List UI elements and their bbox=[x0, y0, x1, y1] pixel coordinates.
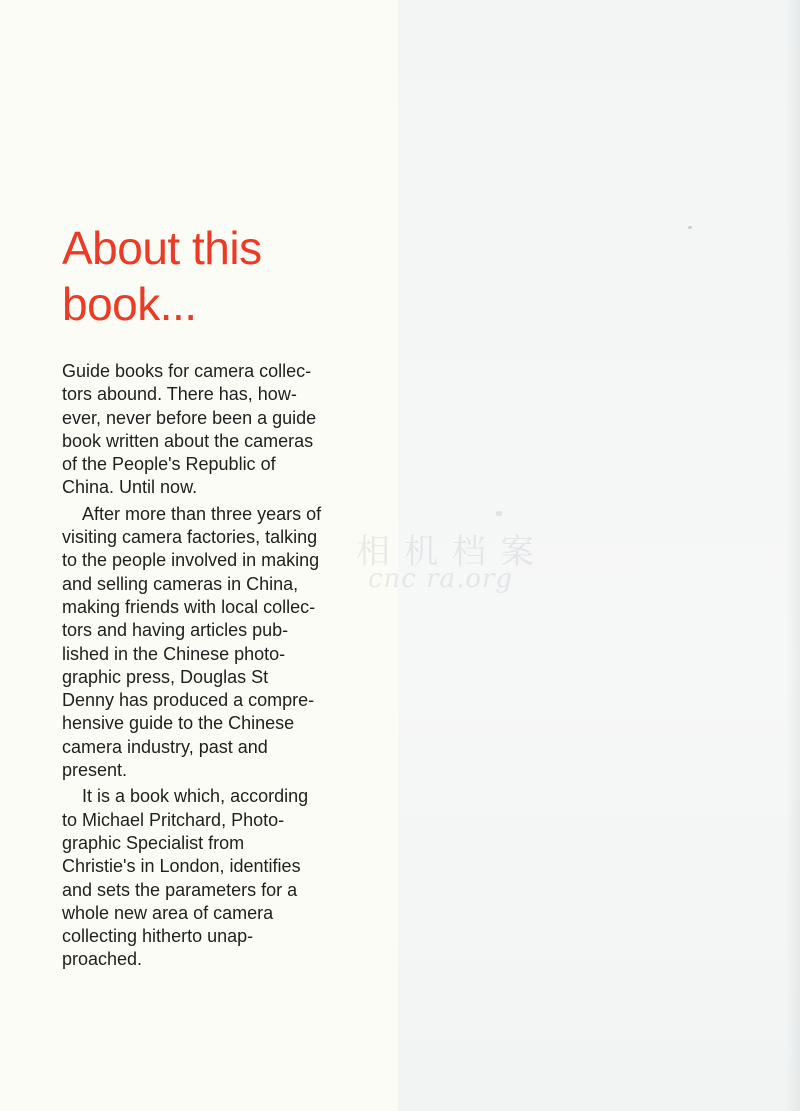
watermark-site: cnc ra.org bbox=[368, 564, 514, 594]
paragraph-3: It is a book which, according to Michael Pritchard, Photo- graphic Specialist from Christie's in London, identifies and sets the parameters for a whole new area of camera collecting hitherto unap- proached. bbox=[62, 786, 309, 970]
page-edge-shadow bbox=[786, 0, 800, 1111]
body-text bbox=[62, 360, 362, 972]
page-title: About this book... bbox=[62, 222, 262, 330]
paragraph-2: After more than three years of visiting camera factories, talking to the people involved in making and selling cameras in China, making friends with local collec- tors and having articles pub- lished in the Chinese photo- graphic press, Douglas St Denny has produced a compre- hensive guide to the Chinese camera industry, past and present. bbox=[62, 503, 322, 781]
dust-speck bbox=[688, 226, 692, 229]
right-panel bbox=[398, 0, 800, 1111]
watermark-chinese: 相机档案 bbox=[356, 532, 548, 572]
dust-speck bbox=[496, 511, 502, 516]
paragraph-1: Guide books for camera collec- tors abound. There has, how- ever, never before been a guide book written about the cameras of the People's Republic of China. Until now. bbox=[62, 361, 317, 498]
